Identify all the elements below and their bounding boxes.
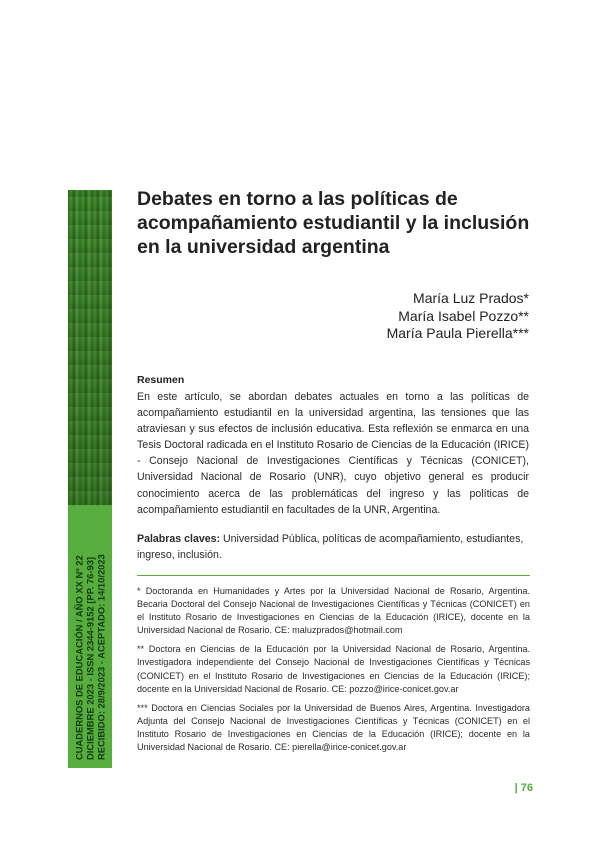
journal-side-strip <box>68 190 112 768</box>
strip-photo <box>68 190 112 505</box>
abstract-body: En este artículo, se abordan debates actuales en torno a las políticas de acompañamiento estudiantil en la universidad argentina, las tensiones que las atraviesan y sus efectos de inclusión educativa. Esta reflexión se enmarca en una Tesis Doctoral radicada en el Instituto Rosario de Ciencias de la Educación (IRICE) - Consejo Nacional de Investigaciones Científicas y Técnicas (CONICET), Universidad Nacional de Rosario (UNR), cuyo objetivo general es producir conocimiento acerca de las problemáticas del ingreso y las políticas de acompañamiento estudiantil en facultades de la UNR, Argentina. <box>137 391 529 516</box>
footnote-3: *** Doctora en Ciencias Sociales por la Universidad de Buenos Aires, Argentina. Investigadora Adjunta del Consejo Nacional de Investigaciones Científicas y Técnicas (CONICET) en el Instituto Rosario de Investigaciones en Ciencias de la Educación (IRICE); docente en la Universidad Nacional de Rosario. CE: pierella@irice-conicet.gov.ar <box>137 702 530 753</box>
page-number: | 76 <box>514 782 533 794</box>
keywords <box>137 531 529 563</box>
abstract-heading: Resumen <box>137 374 185 386</box>
footnotes <box>137 585 530 760</box>
footnote-2: ** Doctora en Ciencias de la Educación por la Universidad Nacional de Rosario, Argentina. Investigadora independiente del Consejo Nacional de Investigaciones Científicas y Técnicas (CONICET) en el Instituto Rosario de Investigaciones en Ciencias de la Educación (IRICE); docente en la Universidad Nacional de Rosario. CE: pozzo@irice-conicet.gov.ar <box>137 644 530 694</box>
strip-text-area <box>68 490 112 760</box>
journal-info <box>74 554 107 760</box>
footnote-divider <box>137 575 530 576</box>
author-1: María Luz Prados* <box>413 290 529 306</box>
article-title: Debates en torno a las políticas de acompañamiento estudiantil y la inclusión en la universidad argentina <box>137 188 530 258</box>
journal-info-line-3: RECIBIDO: 28/9/2023 - ACEPTADO: 14/10/2023 <box>95 554 107 760</box>
author-3: María Paula Pierella*** <box>386 325 529 341</box>
author-list <box>387 290 529 343</box>
journal-info-line-1: CUADERNOS DE EDUCACIÓN / AÑO XX Nº 22 <box>73 555 85 760</box>
journal-info-line-2: DICIEMBRE 2023 - ISSN 2344-9152 [PP. 76-93] <box>84 556 96 760</box>
author-2: María Isabel Pozzo** <box>398 307 529 324</box>
keywords-text: Universidad Pública, políticas de acompañamiento, estudiantes, ingreso, inclusión. <box>137 533 524 562</box>
keywords-label: Palabras claves: <box>137 533 221 545</box>
footnote-1: * Doctoranda en Humanidades y Artes por la Universidad Nacional de Rosario, Argentina. Becaria Doctoral del Consejo Nacional de Investigaciones Científicas y Técnicas (CONICET) en el Instituto Rosario de Investigaciones en Ciencias de la Educación (IRICE), docente en la Universidad Nacional de Rosario. CE: maluzprados@hotmail.com <box>137 586 530 636</box>
